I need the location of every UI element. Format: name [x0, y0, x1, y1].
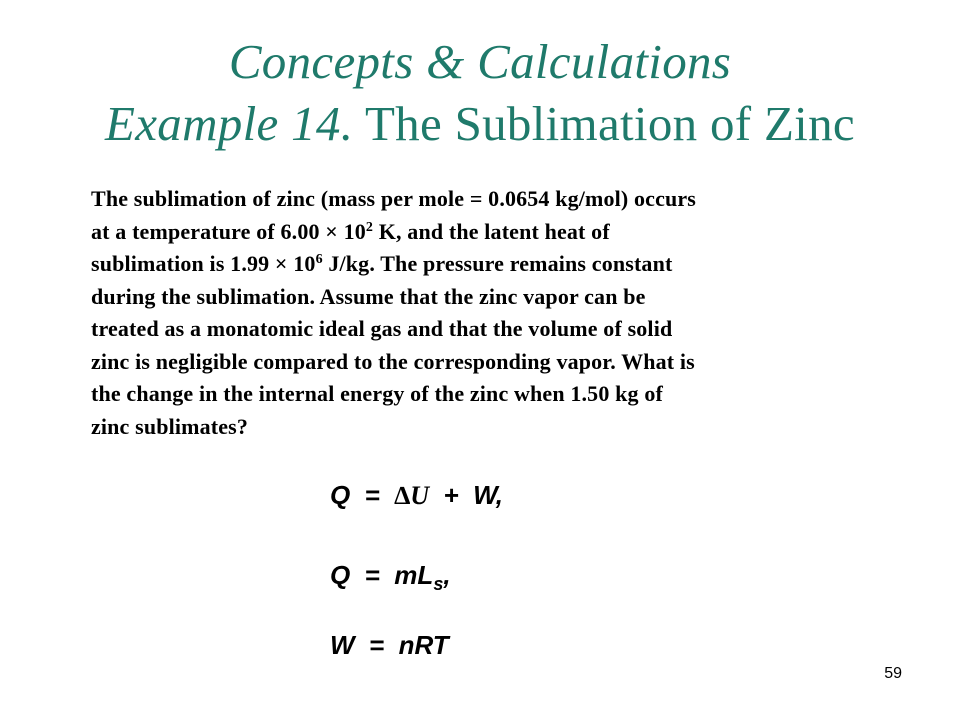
equation-text: ,	[443, 560, 451, 590]
problem-text: sublimation is 1.99 × 10	[91, 251, 316, 276]
slide-title: Concepts & Calculations	[228, 34, 732, 89]
equation-text: Q =	[330, 480, 395, 510]
subscript: s	[433, 574, 444, 594]
example-title: The Sublimation of Zinc	[364, 96, 855, 151]
slide-subtitle	[0, 96, 960, 152]
first-law-equation	[330, 480, 503, 511]
problem-line: treated as a monatomic ideal gas and that the volume of solid	[91, 316, 673, 341]
equation-text: Q = mL	[330, 560, 434, 590]
problem-line: the change in the internal energy of the zinc when 1.50 kg of	[91, 381, 663, 406]
problem-line: zinc sublimates?	[91, 413, 249, 439]
latent-heat-equation	[330, 560, 451, 594]
problem-text: at a temperature of 6.00 × 10	[91, 218, 366, 244]
problem-statement	[91, 183, 891, 443]
equation-text: + W,	[429, 480, 503, 510]
work-equation: W = nRT	[330, 630, 449, 660]
problem-line	[91, 216, 891, 249]
problem-text: K, and the latent heat of	[373, 218, 610, 244]
problem-line: The sublimation of zinc (mass per mole = 0.0654 kg/mol) occurs	[91, 186, 697, 211]
problem-line: zinc is negligible compared to the corresponding vapor. What is	[91, 348, 695, 374]
exponent: 2	[365, 219, 374, 235]
page-number: 59	[884, 665, 902, 682]
problem-line	[91, 248, 891, 281]
delta-u-symbol: ∆U	[394, 481, 429, 510]
example-label: Example 14.	[105, 96, 354, 151]
exponent: 6	[315, 252, 323, 267]
problem-text: J/kg. The pressure remains constant	[322, 251, 673, 276]
problem-line: during the sublimation. Assume that the zinc vapor can be	[91, 283, 646, 309]
